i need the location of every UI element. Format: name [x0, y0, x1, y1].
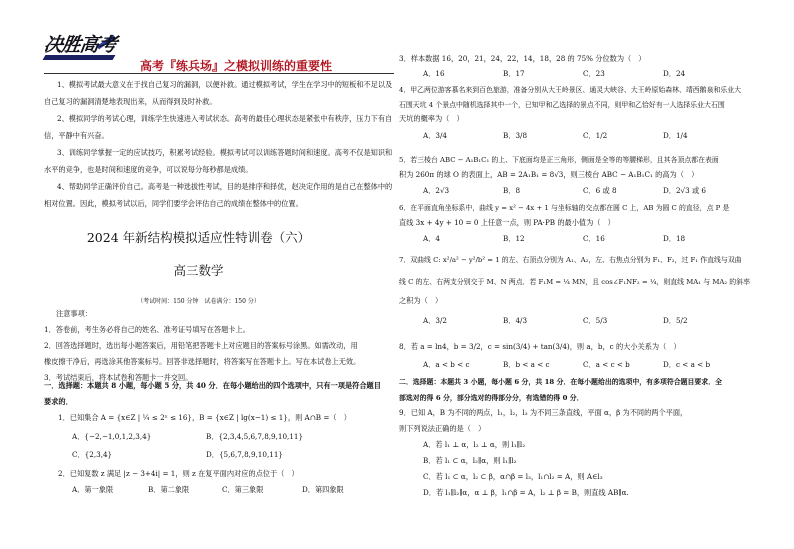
q9-option-d: D．若 l₁∥l₂∥α，α ⊥ β，l₁∩β = A，l₂ ⊥ β = B，则直线 AB∥α.	[423, 488, 629, 497]
banner-title: 高考『练兵场』之模拟训练的重要性	[140, 59, 333, 73]
q6-line-2: 直线 3x + 4y + 10 = 0 上任意一点，则 PA·PB 的最小值为（ ）	[399, 218, 615, 227]
q2-option-d: D．第四象限	[302, 485, 344, 494]
q8-option-c: C．a < c < b	[583, 360, 630, 369]
q4-option-d: D．1/4	[663, 131, 688, 140]
section-2-heading: 二．选择题：本题共 3 小题，每小题 6 分，共 18 分．在每小题给出的选项中，有多项符合题目要求．全	[399, 378, 722, 386]
q5-option-c: C．6 或 8	[583, 186, 617, 195]
exam-title: 2024 年新结构模拟适应性特训卷（六）	[86, 230, 311, 245]
q2-option-b: B．第二象限	[148, 485, 190, 494]
q1-option-a: A．{−2,−1,0,1,2,3,4}	[72, 432, 152, 441]
q7-line-2: 线 C 的左、右两支分别交于 M、N 两点．若 F₁M = ¼ MN，且 cos∠F₁NF₂ = ¼，则直线 MA₁ 与 MA₂ 的斜率	[399, 278, 750, 286]
intro-para-1: 1、模拟考试最大意义在于找自己复习的漏洞，以便补救。通过模拟考试，学生在学习中的短板和不足以及自己复习的漏洞清楚地表现出来，从而得到及时补救。	[44, 80, 393, 106]
q4-option-b: B．3/8	[503, 131, 528, 140]
q9-line-1: 9．已知 A，B 为不同的两点，l₁，l₂，l₃ 为不同三条直线，平面 α，β 为不同的两个平面，	[399, 408, 688, 417]
q3-option-a: A．16	[423, 69, 445, 78]
q4-line-1: 4．甲乙两位游客慕名来到百色旅游，准备分别从大王岭景区、通灵大峡谷、大王岭原始森林、靖西鹅泉和乐业大	[399, 86, 742, 94]
notice-4: 3．考试结束后，将本试卷和答题卡一并交回。	[44, 373, 193, 382]
q1-option-d: D．{5,6,7,8,9,10,11}	[206, 450, 283, 459]
intro-para-2: 2、模拟同学的考试心理，训练学生快速进入考试状态。高考的最佳心理状态是紧张中有秩序，压力下有自信，平静中有兴奋。	[44, 114, 393, 140]
brand-logo	[44, 30, 122, 70]
notice-heading: 注意事项：	[56, 309, 92, 318]
q9-option-c: C．若 l₁ ⊂ α，l₂ ⊂ β，α∩β = l₃，l₁∩l₂ = A，则 A∈l₃	[423, 472, 603, 481]
q7-line-3: 之积为（ ）	[399, 296, 443, 305]
exam-subject: 高三数学	[173, 263, 224, 278]
right-column	[397, 0, 794, 549]
q6-option-b: B．12	[503, 234, 525, 243]
logo-text: 决胜高考	[42, 34, 118, 56]
banner-divider	[44, 73, 394, 74]
q8-option-d: D．c < a < b	[663, 360, 711, 369]
q5-line-1: 5．若三棱台 ABC − A₁B₁C₁ 的上、下底面均是正三角形，侧面是全等的等腰梯形，且其各顶点都在表面	[399, 156, 719, 164]
q7-option-b: B．4/3	[503, 316, 528, 325]
q7-line-1: 7．双曲线 C: x²/a² − y²/b² = 1 的左、右顶点分别为 A₁、A₂，左、右焦点分别为 F₁、F₂，过 F₁ 作直线与双曲	[399, 256, 742, 264]
q9-line-2: 则下列说法正确的是（ ）	[399, 424, 486, 433]
q1-option-c: C．{2,3,4}	[72, 450, 113, 459]
q2-option-a: A．第一象限	[72, 485, 114, 494]
q2-option-c: C．第三象限	[222, 485, 264, 494]
intro-para-3: 3、训练同学掌握一定的应试技巧，积累考试经验。模拟考试可以训练答题时间和速度。高考不仅是知识和水平的竞争，也是时间和速度的竞争，可以说每分每秒都是成绩。	[44, 148, 393, 174]
q6-line-1: 6．在平面直角坐标系中，曲线 y = x² − 4x + 1 与坐标轴的交点都在圆 C 上，AB 为圆 C 的直径，点 P 是	[399, 204, 730, 212]
q7-option-d: D．5/2	[663, 316, 688, 325]
q8-option-a: A．a < b < c	[423, 360, 470, 369]
q3-option-c: C．23	[583, 69, 605, 78]
q5-option-d: D．2√3 或 6	[663, 186, 707, 195]
q7-option-c: C．5/3	[583, 316, 608, 325]
q9-option-a: A．若 l₁ ⊥ α，l₂ ⊥ α，则 l₁∥l₂	[423, 440, 526, 449]
section-1-heading-cont: 要求的．	[44, 397, 73, 406]
notice-3: 橡皮擦干净后，再选涂其他答案标号。回答非选择题时，将答案写在答题卡上。写在本试卷上无效。	[44, 357, 361, 366]
q3-stem: 3．样本数据 16，20，21，24，22，14，18，28 的 75% 分位数为（ ）	[399, 54, 646, 63]
q7-option-a: A．3/2	[423, 316, 447, 325]
q4-option-a: A．3/4	[423, 131, 447, 140]
q6-option-c: C．16	[583, 234, 605, 243]
q9-option-b: B．若 l₁ ⊂ α，l₂∥α，则 l₁∥l₂	[423, 456, 517, 465]
q3-option-b: B．17	[503, 69, 525, 78]
q1-stem: 1．已知集合 A = {x∈Z | ¼ ≤ 2ˣ ≤ 16}，B = {x∈Z | lg(x−1) ≤ 1}，则 A∩B =（ ）	[58, 413, 351, 422]
q5-option-b: B．8	[503, 186, 521, 195]
q6-option-d: D．18	[663, 234, 686, 243]
q2-stem: 2．已知复数 z 满足 |z − 3+4i| = 1，则 z 在复平面内对应的点位于（ ）	[58, 469, 299, 478]
intro-para-4: 4、帮助同学正确评价自己。高考是一种选拔性考试，目的是排序和择优，赵决定作用的是自己在整体中的相对位置。因此，模拟考试以后，同学们要学会评估自己的成绩在整体中的位置。	[44, 182, 393, 208]
q8-stem: 8．若 a = ln4，b = 3/2，c = sin(3/4) + tan(3/4)，则 a，b，c 的大小关系为（ ）	[399, 342, 681, 351]
q3-option-d: D．24	[663, 69, 686, 78]
notice-2: 2．回答选择题时，选出每小题答案后，用铅笔把答题卡上对应题目的答案标号涂黑。如需改动，用	[44, 341, 358, 350]
notice-1: 1．答卷前，考生务必将自己的姓名、准考证号填写在答题卡上。	[44, 325, 250, 334]
q6-option-a: A．4	[423, 234, 440, 243]
q5-line-2: 积为 260π 的球 O 的表面上，AB = 2A₁B₁ = 8√3，则三棱台 ABC − A₁B₁C₁ 的高为（ ）	[399, 170, 699, 179]
q4-option-c: C．1/2	[583, 131, 608, 140]
q8-option-b: B．b < a < c	[503, 360, 550, 369]
section-1-heading: 一．选择题：本题共 8 小题，每小题 5 分，共 40 分．在每小题给出的四个选项中，只有一项是符合题目	[44, 381, 381, 390]
q1-option-b: B．{2,3,4,5,6,7,8,9,10,11}	[206, 432, 304, 441]
section-2-heading-cont: 部选对的得 6 分，部分选对的得部分分，有选错的得 0 分．	[399, 394, 584, 402]
q4-line-3: 天坑的概率为（ ）	[399, 114, 464, 123]
q5-option-a: A．2√3	[423, 186, 450, 195]
exam-meta: （考试时间：150 分钟 试卷满分：150 分）	[137, 298, 260, 305]
q4-line-2: 石围天坑 4 个景点中随机选择其中一个，已知甲和乙选择的景点不同，则甲和乙恰好有一人选择乐业大石围	[399, 101, 725, 109]
